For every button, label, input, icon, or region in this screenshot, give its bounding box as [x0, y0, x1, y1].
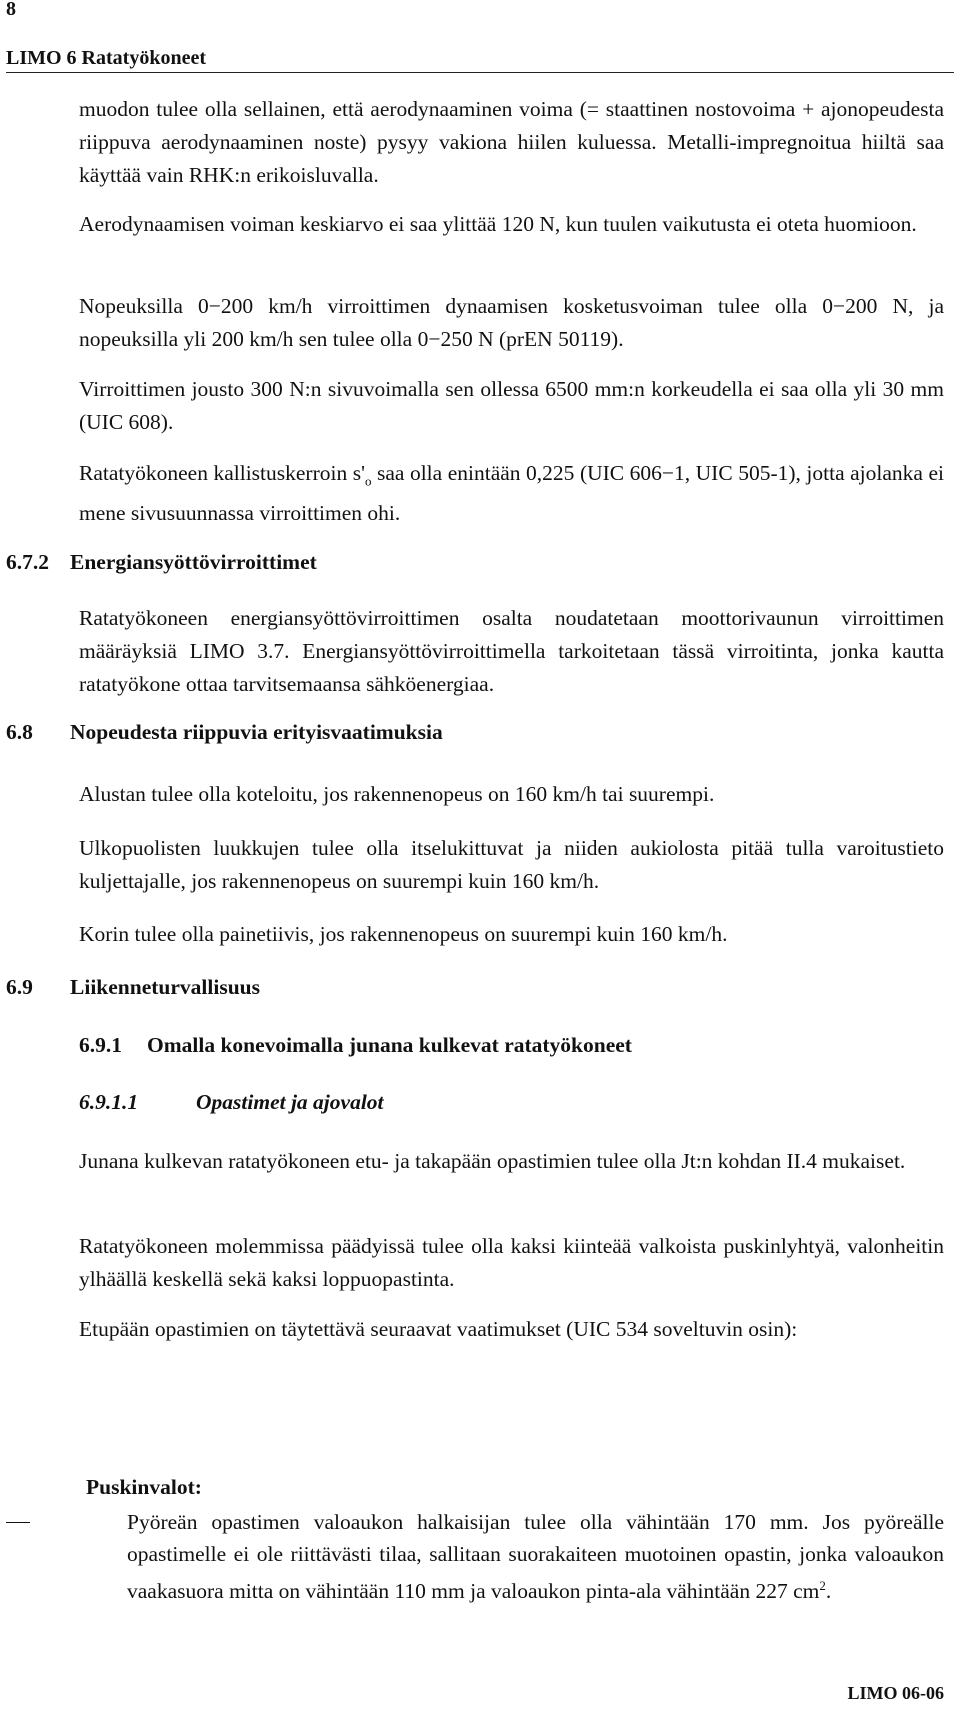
page-number: 8	[6, 0, 16, 20]
paragraph-aerodynamic-force: muodon tulee olla sellainen, että aerodynaaminen voima (= staattinen nostovoima + ajonopeudesta riippuva aerodynaaminen noste) pysyy vakiona hiilen kuluessa. Metalli-impregnoitua hiiltä saa käyttää vain RHK:n erikoisluvalla.	[79, 97, 944, 187]
tilt-text-start: Ratatyökoneen kallistuskerroin s'	[79, 461, 365, 485]
paragraph-pantograph-flex: Virroittimen jousto 300 N:n sivuvoimalla sen ollessa 6500 mm:n korkeudella ei saa olla yli 30 mm (UIC 608).	[79, 377, 944, 434]
heading-6-9-1	[79, 1033, 632, 1058]
heading-6-7-2	[6, 550, 317, 575]
paragraph-chassis: Alustan tulee olla koteloitu, jos rakennenopeus on 160 km/h tai suurempi.	[79, 782, 715, 806]
heading-number: 6.9.1.1	[79, 1090, 139, 1114]
paragraph-average-force: Aerodynaamisen voiman keskiarvo ei saa ylittää 120 N, kun tuulen vaikutusta ei oteta huomioon.	[79, 212, 917, 236]
paragraph-hatches: Ulkopuolisten luukkujen tulee olla itselukittuvat ja niiden aukiolosta pitää tulla varoitustieto kuljettajalle, jos rakennenopeus on suurempi kuin 160 km/h.	[79, 836, 944, 893]
heading-number: 6.8	[6, 720, 33, 744]
superscript: 2	[819, 1578, 826, 1593]
paragraph-front-signals: Etupään opastimien on täytettävä seuraavat vaatimukset (UIC 534 soveltuvin osin):	[79, 1317, 798, 1341]
heading-6-9	[6, 975, 260, 1000]
paragraph-buffer-lights: Ratatyökoneen molemmissa päädyissä tulee olla kaksi kiinteää valkoista puskinlyhtyä, valonheitin ylhäällä keskellä sekä kaksi loppuopastinta.	[79, 1234, 944, 1291]
heading-title: Energiansyöttövirroittimet	[70, 550, 317, 574]
heading-title: Omalla konevoimalla junana kulkevat ratatyökoneet	[147, 1033, 632, 1057]
heading-number: 6.7.2	[6, 550, 49, 574]
list-title-buffer-lights: Puskinvalot:	[86, 1475, 202, 1499]
heading-title: Nopeudesta riippuvia erityisvaatimuksia	[70, 720, 443, 744]
dash-bullet	[6, 1522, 30, 1523]
list-item	[127, 1506, 944, 1607]
paragraph-pressure-tight: Korin tulee olla painetiivis, jos rakennenopeus on suurempi kuin 160 km/h.	[79, 922, 728, 946]
tilt-subscript: o	[364, 473, 372, 489]
paragraph-tilt-coefficient	[79, 457, 944, 530]
heading-number: 6.9.1	[79, 1033, 122, 1057]
heading-title: Liikenneturvallisuus	[70, 975, 260, 999]
heading-6-8	[6, 720, 443, 745]
header-divider	[6, 72, 954, 73]
paragraph-energy-pantograph: Ratatyökoneen energiansyöttövirroittimen osalta noudatetaan moottorivaunun virroittimen määräyksiä LIMO 3.7. Energiansyöttövirroittimella tarkoitetaan tässä virroitinta, jonka kautta ratatyökone ottaa tarvitsemaansa sähköenergiaa.	[79, 606, 944, 696]
heading-title: Opastimet ja ajovalot	[196, 1090, 384, 1114]
paragraph-contact-force: Nopeuksilla 0−200 km/h virroittimen dynaamisen kosketusvoiman tulee olla 0−200 N, ja nopeuksilla yli 200 km/h sen tulee olla 0−250 N (prEN 50119).	[79, 294, 944, 351]
heading-number: 6.9	[6, 975, 33, 999]
list-item-text: Pyöreän opastimen valoaukon halkaisijan tulee olla vähintään 170 mm. Jos pyöreälle opastimelle ei ole riittävästi tilaa, sallitaan suorakaiteen muotoinen opastin, jonka valoaukon vaakasuora mitta on vähintään 110 mm ja valoaukon pinta-ala vähintään 227 cm	[127, 1510, 944, 1604]
document-title: LIMO 6 Ratatyökoneet	[6, 47, 206, 69]
heading-6-9-1-1	[79, 1090, 384, 1115]
tilt-text-end: saa olla enintään 0,225 (UIC 606−1, UIC 505-1), jotta ajolanka ei mene sivusuunnassa virroittimen ohi.	[79, 461, 944, 526]
paragraph-signals: Junana kulkevan ratatyökoneen etu- ja takapään opastimien tulee olla Jt:n kohdan II.4 mukaiset.	[79, 1149, 906, 1173]
list-item-end: .	[825, 1579, 832, 1604]
footer-code: LIMO 06-06	[847, 1683, 944, 1703]
